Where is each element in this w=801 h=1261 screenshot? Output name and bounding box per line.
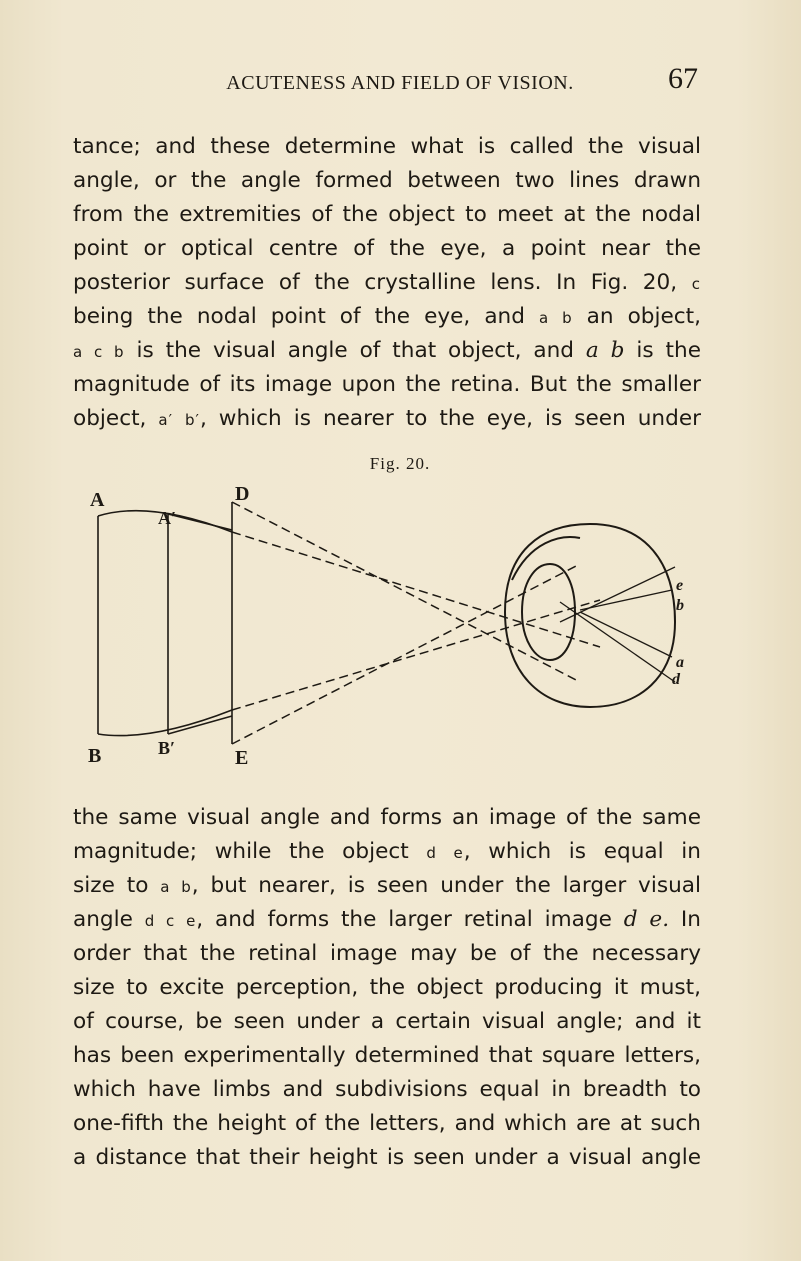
text-line: size to a b, but nearer, is seen under the larger visual [73,873,701,898]
dashed-ray-e [232,564,580,744]
label-small-a: a [676,654,684,671]
text-line: from the extremities of the object to meet at the nodal [73,202,701,227]
figure-caption: Fig. 20. [369,454,431,473]
retina-ray-b [580,590,672,610]
label-small-b: b [676,597,684,614]
text-line: has been experimentally determined that square letters, [73,1043,701,1068]
dashed-ray-a [232,532,600,647]
small-caps-letters: d c e [144,912,197,930]
text-line: the same visual angle and forms an image of the same [73,805,701,830]
small-caps-letters: a c b [73,343,125,361]
text-line: being the nodal point of the eye, and a b an object, [73,304,701,329]
small-caps-letters: a′ [158,411,174,429]
text-line: tance; and these determine what is called the visual [73,134,701,159]
ray-a-prime [168,514,232,530]
text-line: magnitude; while the object d e, which is equal in [73,839,701,864]
retina-ray-d [560,602,675,682]
italic-letters: d e. [623,907,670,932]
label-small-d: d [672,671,680,688]
running-head: ACUTENESS AND FIELD OF VISION. [226,72,574,94]
text-line: angle, or the angle formed between two lines drawn [73,168,701,193]
text-line: a c b is the visual angle of that object, and a b is the [73,338,701,363]
text-line: size to excite perception, the object producing it must, [73,975,701,1000]
small-caps-letters: b′ [185,411,200,429]
label-a-prime: A′ [158,508,177,528]
eye-globe [505,524,675,707]
text-line: posterior surface of the crystalline lens. In Fig. 20, c [73,270,701,295]
small-caps-letters: a b [538,309,573,327]
text-line: of course, be seen under a certain visual angle; and it [73,1009,701,1034]
label-b: B [88,745,102,767]
text-line: angle d c e, and forms the larger retinal image d e. In [73,907,701,932]
paragraph-bottom [73,801,701,1175]
label-e: E [235,747,249,769]
ray-b-prime [168,716,232,734]
label-small-e: e [676,577,684,594]
label-d: D [235,483,250,505]
page-number: 67 [668,62,698,95]
italic-letters: a b [585,338,625,363]
label-b-prime: B′ [158,738,176,758]
text-line: which have limbs and subdivisions equal in breadth to [73,1077,701,1102]
text-line: magnitude of its image upon the retina. But the smaller [73,372,701,397]
label-a: A [90,489,105,511]
text-line: a distance that their height is seen under a visual angle [73,1145,701,1170]
text-line: one-fifth the height of the letters, and which are at such [73,1111,701,1136]
eye-diagram [60,472,720,772]
paragraph-top [73,130,701,436]
dashed-ray-b [232,600,600,710]
text-line: point or optical centre of the eye, a point near the [73,236,701,261]
small-caps-letters: d e [426,844,464,862]
dashed-ray-d [232,502,580,682]
small-caps-letter: c [691,275,701,293]
eye-cornea [512,537,580,580]
eye-lens [522,564,575,660]
small-caps-letters: a b [160,878,192,896]
retina-ray-a [580,612,672,657]
text-line: object, a′ b′, which is nearer to the eye, is seen under [73,406,701,431]
text-line: order that the retinal image may be of the necessary [73,941,701,966]
ray-b [98,710,232,736]
